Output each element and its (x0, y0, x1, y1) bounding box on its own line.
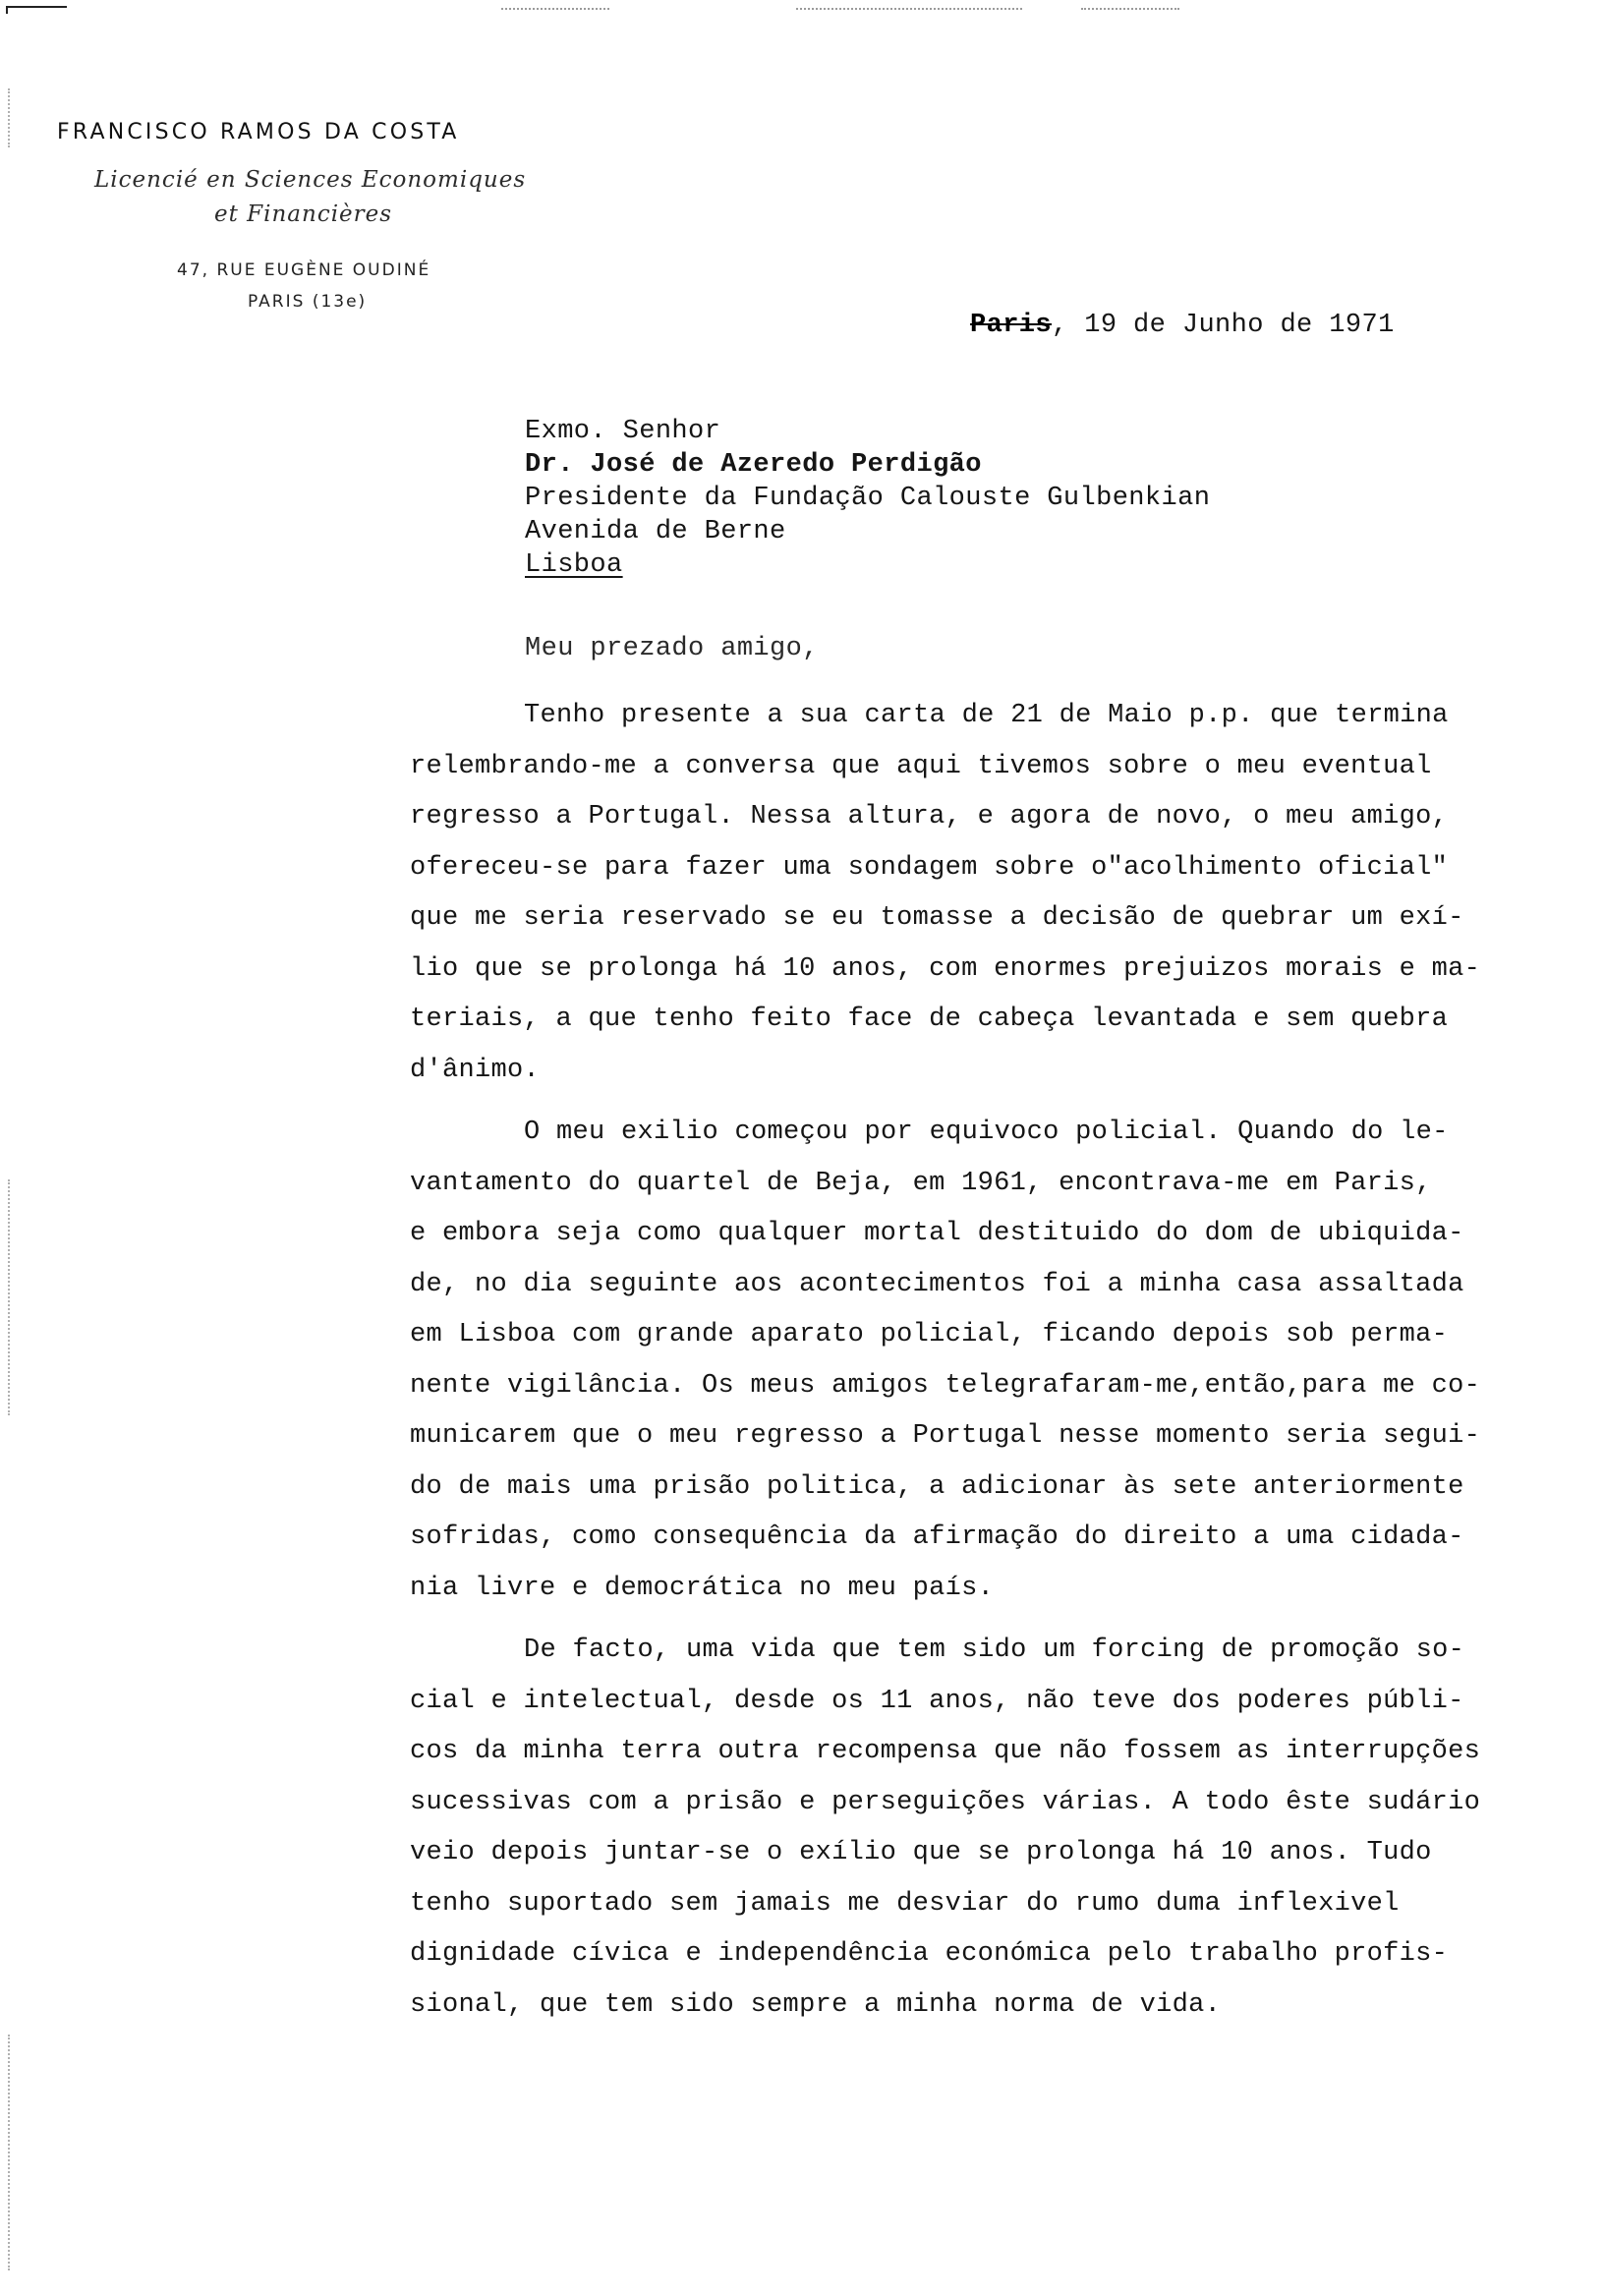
scan-edge-mark (8, 2035, 10, 2270)
body-line: tenho suportado sem jamais me desviar do rumo duma inflexivel (410, 1888, 1400, 1919)
body-line: d'ânimo. (410, 1055, 541, 1085)
body-line: relembrando-me a conversa que aqui tivemos sobre o meu eventual (410, 751, 1432, 781)
body-line: municarem que o meu regresso a Portugal nesse momento seria segui- (410, 1421, 1481, 1451)
body-line: que me seria reservado se eu tomasse a decisão de quebrar um exí- (410, 903, 1464, 933)
date-place-struck: Paris (970, 311, 1053, 340)
letter-body (410, 691, 1540, 2042)
recipient-line: Dr. José de Azeredo Perdigão (525, 450, 982, 480)
body-line: Tenho presente a sua carta de 21 de Maio p.p. que termina (524, 701, 1449, 730)
body-line: De facto, uma vida que tem sido um forcing de promoção so- (524, 1636, 1465, 1665)
scan-edge-mark (501, 8, 609, 10)
scan-edge-mark (1081, 8, 1179, 10)
letterhead-address-street: 47, RUE EUGÈNE OUDINÉ (177, 260, 431, 280)
scan-edge-mark (796, 8, 1022, 10)
date-text: , 19 de Junho de 1971 (1052, 311, 1395, 340)
body-line: nia livre e democrática no meu país. (410, 1573, 995, 1603)
body-line: veio depois juntar-se o exílio que se prolonga há 10 anos. Tudo (410, 1838, 1432, 1867)
recipient-line: Exmo. Senhor (525, 417, 721, 446)
body-line: vantamento do quartel de Beja, em 1961, encontrava-me em Paris, (410, 1168, 1432, 1198)
scan-corner-mark (6, 6, 67, 14)
body-line: teriais, a que tenho feito face de cabeça levantada e sem quebra (410, 1004, 1449, 1034)
body-line: ofereceu-se para fazer uma sondagem sobre o"acolhimento oficial" (410, 852, 1449, 883)
body-paragraph (410, 691, 1540, 1096)
letterhead-name: FRANCISCO RAMOS DA COSTA (57, 120, 460, 144)
letter-date (970, 311, 1395, 340)
body-line: do de mais uma prisão politica, a adicionar às sete anteriormente (410, 1471, 1464, 1502)
body-line: sional, que tem sido sempre a minha norma de vida. (410, 1989, 1222, 2020)
body-line: cial e intelectual, desde os 11 anos, não teve dos poderes públi- (410, 1686, 1464, 1716)
recipient-city: Lisboa (525, 550, 623, 580)
body-line: de, no dia seguinte aos acontecimentos foi a minha casa assaltada (410, 1269, 1464, 1299)
letterhead-address-city: PARIS (13e) (248, 292, 368, 312)
body-line: em Lisboa com grande aparato policial, ficando depois sob perma- (410, 1320, 1449, 1349)
body-line: e embora seja como qualquer mortal destituido do dom de ubiquida- (410, 1219, 1464, 1248)
body-line: nente vigilância. Os meus amigos telegrafaram-me,então,para me co- (410, 1370, 1481, 1401)
body-line: sucessivas com a prisão e perseguições várias. A todo êste sudário (410, 1787, 1481, 1817)
body-paragraph (410, 1108, 1540, 1614)
recipient-line: Avenida de Berne (525, 517, 786, 546)
body-line: cos da minha terra outra recompensa que não fossem as interrupções (410, 1737, 1481, 1766)
letterhead-degree-line2: et Financières (214, 201, 393, 227)
body-line: lio que se prolonga há 10 anos, com enormes prejuizos morais e ma- (410, 953, 1481, 984)
body-line: dignidade cívica e independência económica pelo trabalho profis- (410, 1939, 1449, 1969)
salutation: Meu prezado amigo, (525, 634, 819, 663)
body-line: regresso a Portugal. Nessa altura, e agora de novo, o meu amigo, (410, 802, 1449, 832)
body-line: sofridas, como consequência da afirmação do direito a uma cidada- (410, 1522, 1464, 1552)
scan-edge-mark (8, 88, 10, 147)
recipient-line: Presidente da Fundação Calouste Gulbenkian (525, 484, 1211, 513)
letterhead-degree-line1: Licencié en Sciences Economiques (94, 167, 527, 193)
body-paragraph (410, 1626, 1540, 2031)
scan-edge-mark (8, 1179, 10, 1415)
body-line: O meu exilio começou por equivoco policial. Quando do le- (524, 1118, 1449, 1147)
